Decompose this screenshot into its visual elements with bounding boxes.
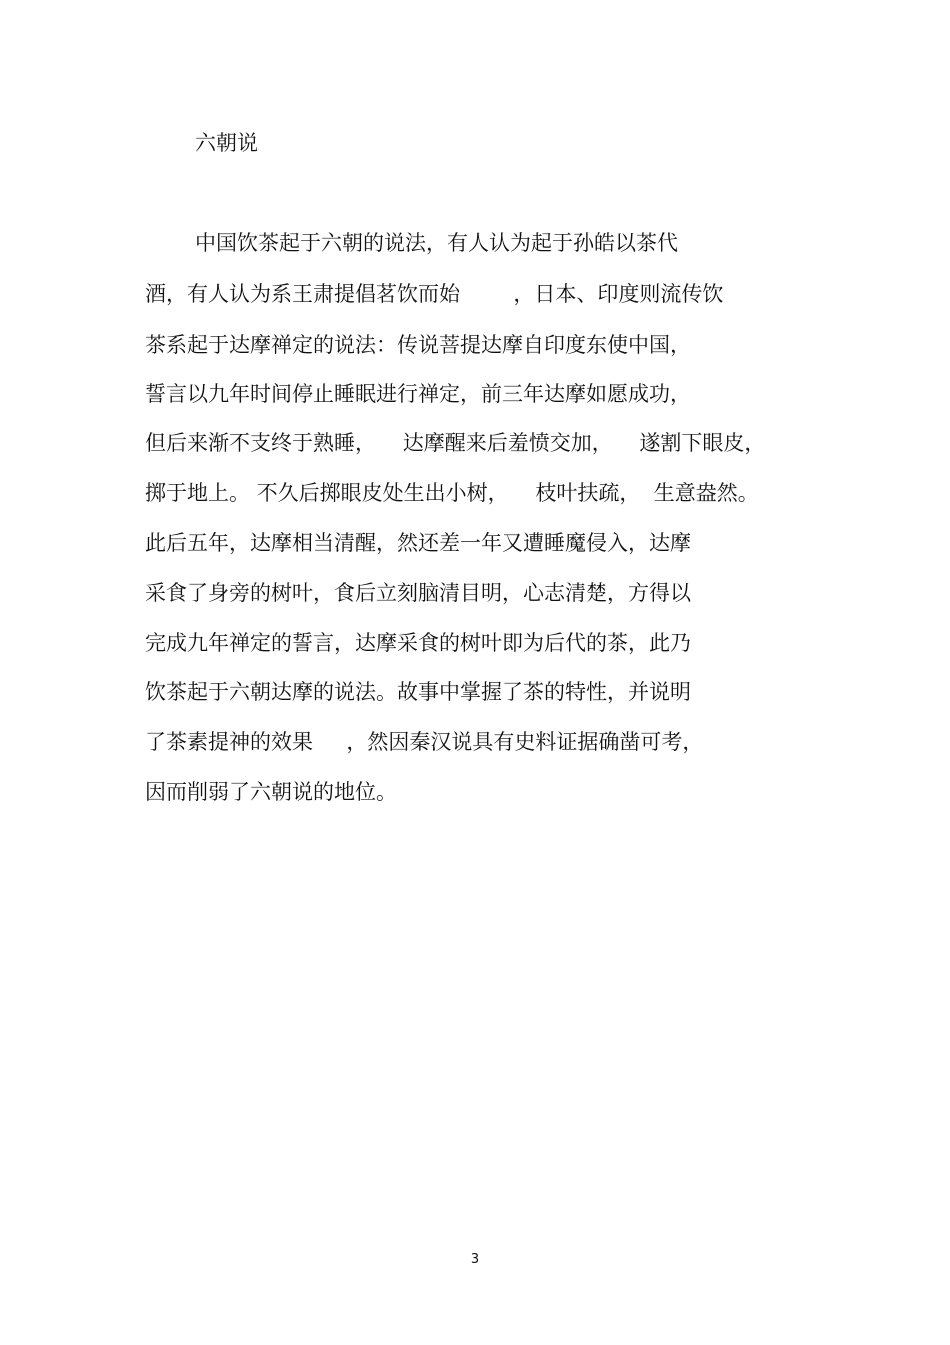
paragraph-line-2: 酒，有人认为系王肃提倡茗饮而始 ，日本、印度则流传饮	[145, 282, 724, 306]
paragraph-line-4: 誓言以九年时间停止睡眠进行禅定，前三年达摩如愿成功，	[145, 382, 691, 406]
page-number: 3	[470, 1252, 480, 1267]
paragraph-line-1: 中国饮茶起于六朝的说法，有人认为起于孙皓以茶代	[195, 231, 678, 255]
paragraph-line-6: 掷于地上。 不久后掷眼皮处生出小树， 枝叶扶疏， 生意盎然。	[145, 481, 759, 505]
section-heading: 六朝说	[195, 131, 258, 155]
paragraph-line-11: 了茶素提神的效果 ，然因秦汉说具有史料证据确凿可考，	[145, 730, 704, 754]
paragraph-line-12: 因而削弱了六朝说的地位。	[145, 780, 397, 804]
paragraph-line-5: 但后来渐不支终于熟睡， 达摩醒来后羞愤交加， 遂割下眼皮，	[145, 431, 766, 455]
paragraph-line-8: 采食了身旁的树叶，食后立刻脑清目明，心志清楚，方得以	[145, 581, 691, 605]
paragraph-line-7: 此后五年，达摩相当清醒，然还差一年又遭睡魔侵入，达摩	[145, 531, 691, 555]
paragraph-line-10: 饮茶起于六朝达摩的说法。故事中掌握了茶的特性，并说明	[145, 680, 691, 704]
paragraph-line-3: 茶系起于达摩禅定的说法：传说菩提达摩自印度东使中国，	[145, 333, 691, 357]
paragraph-line-9: 完成九年禅定的誓言，达摩采食的树叶即为后代的茶，此乃	[145, 631, 691, 655]
